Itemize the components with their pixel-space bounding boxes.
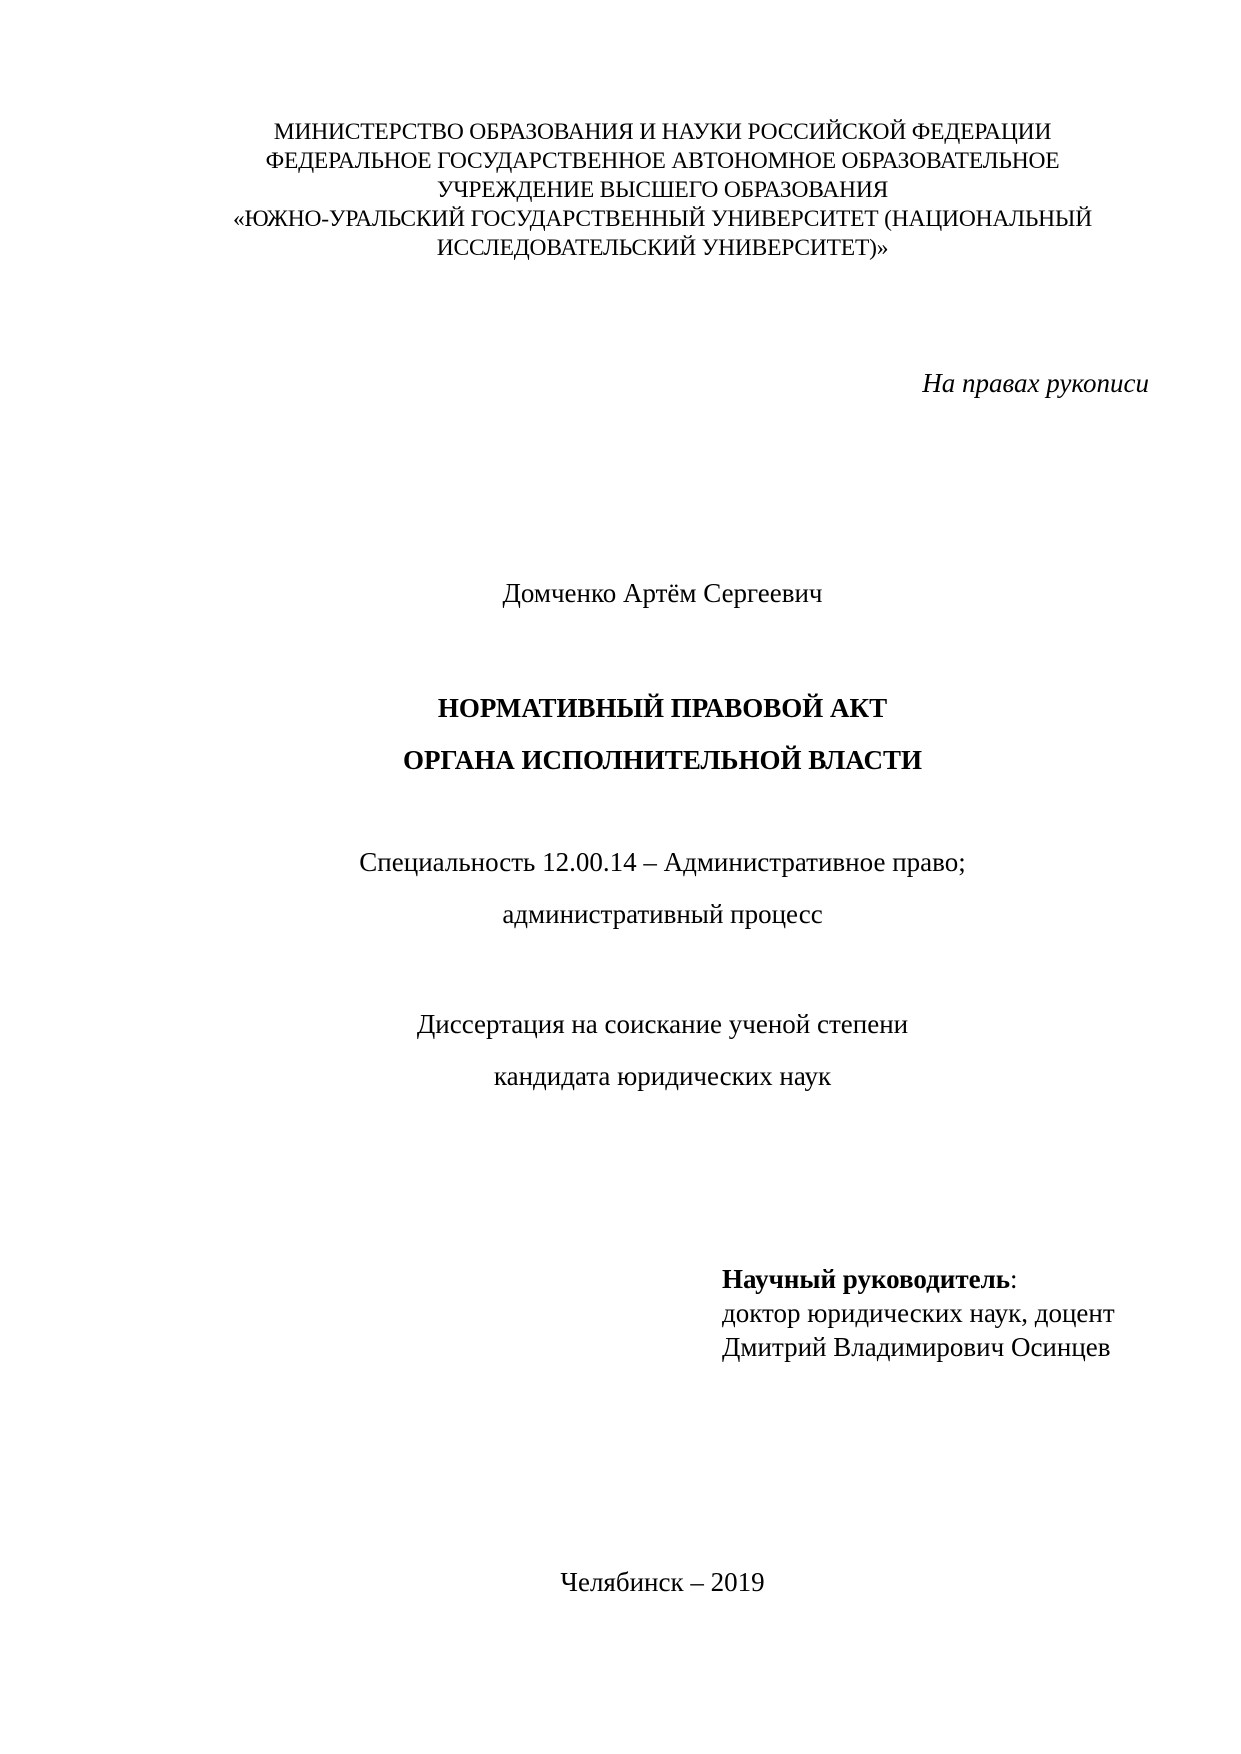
header-line: МИНИСТЕРСТВО ОБРАЗОВАНИЯ И НАУКИ РОССИЙСКОЙ ФЕДЕРАЦИИ bbox=[273, 119, 1052, 145]
manuscript-note: На правах рукописи bbox=[922, 368, 1149, 398]
specialty bbox=[90, 836, 1235, 940]
author-name: Домченко Артём Сергеевич bbox=[502, 578, 823, 608]
degree-line: Диссертация на соискание ученой степени bbox=[416, 1009, 909, 1039]
header-line: «ЮЖНО-УРАЛЬСКИЙ ГОСУДАРСТВЕННЫЙ УНИВЕРСИТЕТ (НАЦИОНАЛЬНЫЙ bbox=[233, 206, 1092, 232]
dissertation-title bbox=[90, 682, 1235, 786]
supervisor-name: Дмитрий Владимирович Осинцев bbox=[722, 1332, 1111, 1362]
degree-line: кандидата юридических наук bbox=[493, 1061, 832, 1091]
supervisor-block bbox=[722, 1262, 1115, 1364]
city-year: Челябинск – 2019 bbox=[560, 1567, 765, 1597]
degree-statement bbox=[90, 998, 1235, 1102]
supervisor-heading bbox=[722, 1262, 1115, 1296]
supervisor-label: Научный руководитель bbox=[722, 1264, 1010, 1294]
institution-header bbox=[90, 118, 1235, 263]
header-line: ФЕДЕРАЛЬНОЕ ГОСУДАРСТВЕННОЕ АВТОНОМНОЕ ОБРАЗОВАТЕЛЬНОЕ bbox=[265, 148, 1060, 174]
supervisor-label-colon: : bbox=[1010, 1264, 1018, 1294]
title-line: ОРГАНА ИСПОЛНИТЕЛЬНОЙ ВЛАСТИ bbox=[403, 745, 922, 775]
supervisor-credentials: доктор юридических наук, доцент bbox=[722, 1298, 1115, 1328]
specialty-line: Специальность 12.00.14 – Административное право; bbox=[359, 847, 966, 877]
header-line: УЧРЕЖДЕНИЕ ВЫСШЕГО ОБРАЗОВАНИЯ bbox=[436, 177, 889, 203]
title-line: НОРМАТИВНЫЙ ПРАВОВОЙ АКТ bbox=[437, 693, 888, 723]
specialty-line: административный процесс bbox=[502, 899, 823, 929]
header-line: ИССЛЕДОВАТЕЛЬСКИЙ УНИВЕРСИТЕТ)» bbox=[436, 235, 889, 261]
